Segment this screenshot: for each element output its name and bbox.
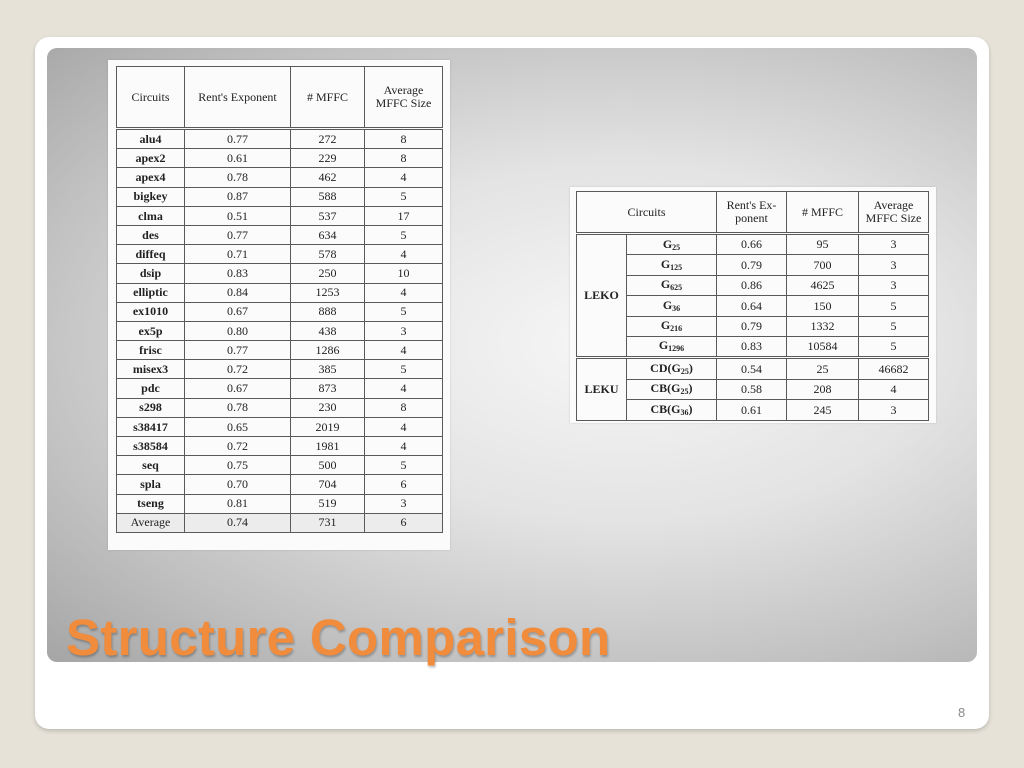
cell-average-mffc-size: 3: [859, 400, 929, 420]
cell-mffc-count: 10584: [787, 336, 859, 357]
cell-mffc-count: 731: [291, 513, 365, 532]
table-body: [117, 129, 443, 533]
table-row: [577, 296, 929, 316]
cell-circuit: alu4: [117, 129, 185, 149]
header-circuits: Circuits: [117, 67, 185, 129]
cell-average-mffc-size: 5: [365, 360, 443, 379]
table-row: [117, 456, 443, 475]
table-row: [117, 437, 443, 456]
circuits-table-left: [108, 60, 450, 550]
cell-rents-exponent: 0.83: [185, 264, 291, 283]
average-row: [117, 513, 443, 532]
cell-mffc-count: 588: [291, 187, 365, 206]
table-row: [577, 255, 929, 275]
cell-average-mffc-size: 5: [859, 316, 929, 336]
cell-rents-exponent: 0.79: [717, 316, 787, 336]
cell-rents-exponent: 0.65: [185, 417, 291, 436]
cell-rents-exponent: 0.67: [185, 379, 291, 398]
cell-circuit: [627, 379, 717, 399]
cell-rents-exponent: 0.84: [185, 283, 291, 302]
circuit-name: G: [662, 236, 673, 251]
cell-average-mffc-size: 5: [365, 225, 443, 244]
cell-mffc-count: 229: [291, 149, 365, 168]
cell-mffc-count: 230: [291, 398, 365, 417]
table-row: [577, 316, 929, 336]
cell-rents-exponent: 0.72: [185, 360, 291, 379]
circuit-name: G: [658, 338, 669, 353]
cell-circuit: bigkey: [117, 187, 185, 206]
table-row: [117, 360, 443, 379]
cell-rents-exponent: 0.87: [185, 187, 291, 206]
circuit-suffix: ): [688, 360, 693, 375]
cell-circuit: [627, 336, 717, 357]
cell-circuit: s38584: [117, 437, 185, 456]
cell-circuit: [627, 358, 717, 379]
table-row: [577, 336, 929, 357]
circuit-subscript: 625: [670, 283, 683, 293]
cell-average-mffc-size: 3: [365, 321, 443, 340]
table-row: [117, 283, 443, 302]
cell-rents-exponent: 0.75: [185, 456, 291, 475]
table-row: [117, 321, 443, 340]
table-row: [117, 417, 443, 436]
cell-circuit: elliptic: [117, 283, 185, 302]
cell-mffc-count: 4625: [787, 275, 859, 295]
circuit-subscript: 1296: [668, 344, 685, 354]
circuit-suffix: ): [688, 401, 693, 416]
table-header-row: [117, 67, 443, 129]
cell-rents-exponent: 0.77: [185, 129, 291, 149]
cell-average-mffc-size: 4: [365, 168, 443, 187]
cell-rents-exponent: 0.79: [717, 255, 787, 275]
table-row: [117, 264, 443, 283]
cell-rents-exponent: 0.61: [185, 149, 291, 168]
cell-rents-exponent: 0.54: [717, 358, 787, 379]
cell-mffc-count: 1332: [787, 316, 859, 336]
table-row: [117, 187, 443, 206]
page-number: 8: [958, 705, 966, 720]
cell-circuit: seq: [117, 456, 185, 475]
table-row: [117, 341, 443, 360]
cell-average-mffc-size: 4: [365, 379, 443, 398]
cell-mffc-count: 2019: [291, 417, 365, 436]
table-row: [117, 168, 443, 187]
cell-average-mffc-size: 5: [365, 187, 443, 206]
cell-mffc-count: 272: [291, 129, 365, 149]
circuit-name: CD(G: [650, 360, 681, 375]
cell-circuit: misex3: [117, 360, 185, 379]
cell-average-mffc-size: 3: [859, 234, 929, 255]
circuit-subscript: 25: [672, 242, 681, 252]
table-row: [577, 358, 929, 379]
table-row: [577, 275, 929, 295]
cell-rents-exponent: 0.58: [717, 379, 787, 399]
table-row: [577, 234, 929, 255]
cell-average-mffc-size: 4: [365, 283, 443, 302]
cell-average-mffc-size: 3: [859, 255, 929, 275]
cell-rents-exponent: 0.78: [185, 168, 291, 187]
cell-circuit: dsip: [117, 264, 185, 283]
table-row: [117, 129, 443, 149]
cell-circuit: clma: [117, 206, 185, 225]
group-label: LEKO: [577, 234, 627, 358]
circuit-name: G: [660, 318, 671, 333]
cell-mffc-count: 150: [787, 296, 859, 316]
cell-mffc-count: 700: [787, 255, 859, 275]
cell-mffc-count: 704: [291, 475, 365, 494]
cell-rents-exponent: 0.77: [185, 225, 291, 244]
cell-mffc-count: 25: [787, 358, 859, 379]
cell-average-mffc-size: 17: [365, 206, 443, 225]
table-row: [117, 398, 443, 417]
cell-rents-exponent: 0.67: [185, 302, 291, 321]
cell-circuit: diffeq: [117, 245, 185, 264]
circuit-subscript: 25: [680, 366, 689, 376]
cell-rents-exponent: 0.86: [717, 275, 787, 295]
table-row: [117, 225, 443, 244]
table-row: [117, 149, 443, 168]
table-row: [577, 379, 929, 399]
cell-average-mffc-size: 8: [365, 398, 443, 417]
circuit-subscript: 216: [670, 324, 683, 334]
cell-average-mffc-size: 6: [365, 475, 443, 494]
cell-mffc-count: 1286: [291, 341, 365, 360]
cell-rents-exponent: 0.74: [185, 513, 291, 532]
cell-average-mffc-size: 3: [365, 494, 443, 513]
cell-circuit: frisc: [117, 341, 185, 360]
rent-exponent-table: [116, 66, 443, 533]
slide-title: Structure Comparison: [66, 609, 611, 666]
cell-average-mffc-size: 3: [859, 275, 929, 295]
table-row: [117, 379, 443, 398]
circuit-subscript: 125: [670, 262, 683, 272]
cell-circuit: ex5p: [117, 321, 185, 340]
cell-average-mffc-size: 46682: [859, 358, 929, 379]
header-mffc-count: # MFFC: [787, 192, 859, 234]
cell-rents-exponent: 0.64: [717, 296, 787, 316]
cell-average-label: Average: [117, 513, 185, 532]
cell-circuit: [627, 316, 717, 336]
cell-circuit: pdc: [117, 379, 185, 398]
cell-average-mffc-size: 5: [859, 336, 929, 357]
cell-average-mffc-size: 4: [365, 417, 443, 436]
cell-average-mffc-size: 4: [365, 341, 443, 360]
cell-average-mffc-size: 5: [365, 302, 443, 321]
cell-mffc-count: 888: [291, 302, 365, 321]
cell-rents-exponent: 0.81: [185, 494, 291, 513]
leko-leku-table: [576, 191, 929, 421]
cell-rents-exponent: 0.51: [185, 206, 291, 225]
table-row: [117, 206, 443, 225]
cell-average-mffc-size: 8: [365, 149, 443, 168]
header-average-mffc-size: Average MFFC Size: [859, 192, 929, 234]
group-label: LEKU: [577, 358, 627, 420]
header-circuits: Circuits: [577, 192, 717, 234]
circuit-name: CB(G: [650, 381, 681, 396]
cell-mffc-count: 245: [787, 400, 859, 420]
cell-mffc-count: 1981: [291, 437, 365, 456]
cell-average-mffc-size: 10: [365, 264, 443, 283]
circuits-table-right: [570, 187, 936, 423]
cell-rents-exponent: 0.70: [185, 475, 291, 494]
cell-rents-exponent: 0.72: [185, 437, 291, 456]
cell-mffc-count: 634: [291, 225, 365, 244]
table-row: [117, 475, 443, 494]
cell-circuit: des: [117, 225, 185, 244]
circuit-subscript: 36: [672, 303, 681, 313]
cell-rents-exponent: 0.80: [185, 321, 291, 340]
cell-circuit: spla: [117, 475, 185, 494]
cell-circuit: s298: [117, 398, 185, 417]
table-row: [117, 302, 443, 321]
table-header-row: [577, 192, 929, 234]
circuit-subscript: 36: [680, 407, 689, 417]
table-row: [117, 245, 443, 264]
cell-circuit: apex2: [117, 149, 185, 168]
cell-circuit: ex1010: [117, 302, 185, 321]
cell-average-mffc-size: 4: [365, 245, 443, 264]
cell-average-mffc-size: 5: [859, 296, 929, 316]
table-row: [577, 400, 929, 420]
circuit-name: G: [660, 256, 671, 271]
cell-circuit: [627, 255, 717, 275]
cell-circuit: [627, 275, 717, 295]
table-body: [577, 234, 929, 421]
cell-circuit: s38417: [117, 417, 185, 436]
header-rents-exponent: Rent's Ex-ponent: [717, 192, 787, 234]
cell-mffc-count: 385: [291, 360, 365, 379]
cell-circuit: tseng: [117, 494, 185, 513]
cell-average-mffc-size: 8: [365, 129, 443, 149]
cell-mffc-count: 1253: [291, 283, 365, 302]
cell-mffc-count: 208: [787, 379, 859, 399]
cell-rents-exponent: 0.61: [717, 400, 787, 420]
cell-rents-exponent: 0.71: [185, 245, 291, 264]
cell-mffc-count: 519: [291, 494, 365, 513]
cell-circuit: apex4: [117, 168, 185, 187]
cell-rents-exponent: 0.66: [717, 234, 787, 255]
circuit-suffix: ): [688, 381, 693, 396]
header-mffc-count: # MFFC: [291, 67, 365, 129]
cell-mffc-count: 873: [291, 379, 365, 398]
cell-mffc-count: 438: [291, 321, 365, 340]
circuit-subscript: 25: [680, 387, 689, 397]
cell-circuit: [627, 234, 717, 255]
cell-circuit: [627, 400, 717, 420]
cell-rents-exponent: 0.77: [185, 341, 291, 360]
cell-rents-exponent: 0.83: [717, 336, 787, 357]
cell-mffc-count: 250: [291, 264, 365, 283]
cell-circuit: [627, 296, 717, 316]
cell-mffc-count: 537: [291, 206, 365, 225]
header-average-mffc-size: Average MFFC Size: [365, 67, 443, 129]
cell-mffc-count: 578: [291, 245, 365, 264]
circuit-name: G: [660, 277, 671, 292]
cell-mffc-count: 500: [291, 456, 365, 475]
table-row: [117, 494, 443, 513]
cell-average-mffc-size: 4: [365, 437, 443, 456]
circuit-name: G: [662, 297, 673, 312]
circuit-name: CB(G: [650, 401, 681, 416]
cell-average-mffc-size: 4: [859, 379, 929, 399]
cell-mffc-count: 462: [291, 168, 365, 187]
header-rents-exponent: Rent's Exponent: [185, 67, 291, 129]
cell-average-mffc-size: 5: [365, 456, 443, 475]
cell-mffc-count: 95: [787, 234, 859, 255]
cell-average-mffc-size: 6: [365, 513, 443, 532]
cell-rents-exponent: 0.78: [185, 398, 291, 417]
